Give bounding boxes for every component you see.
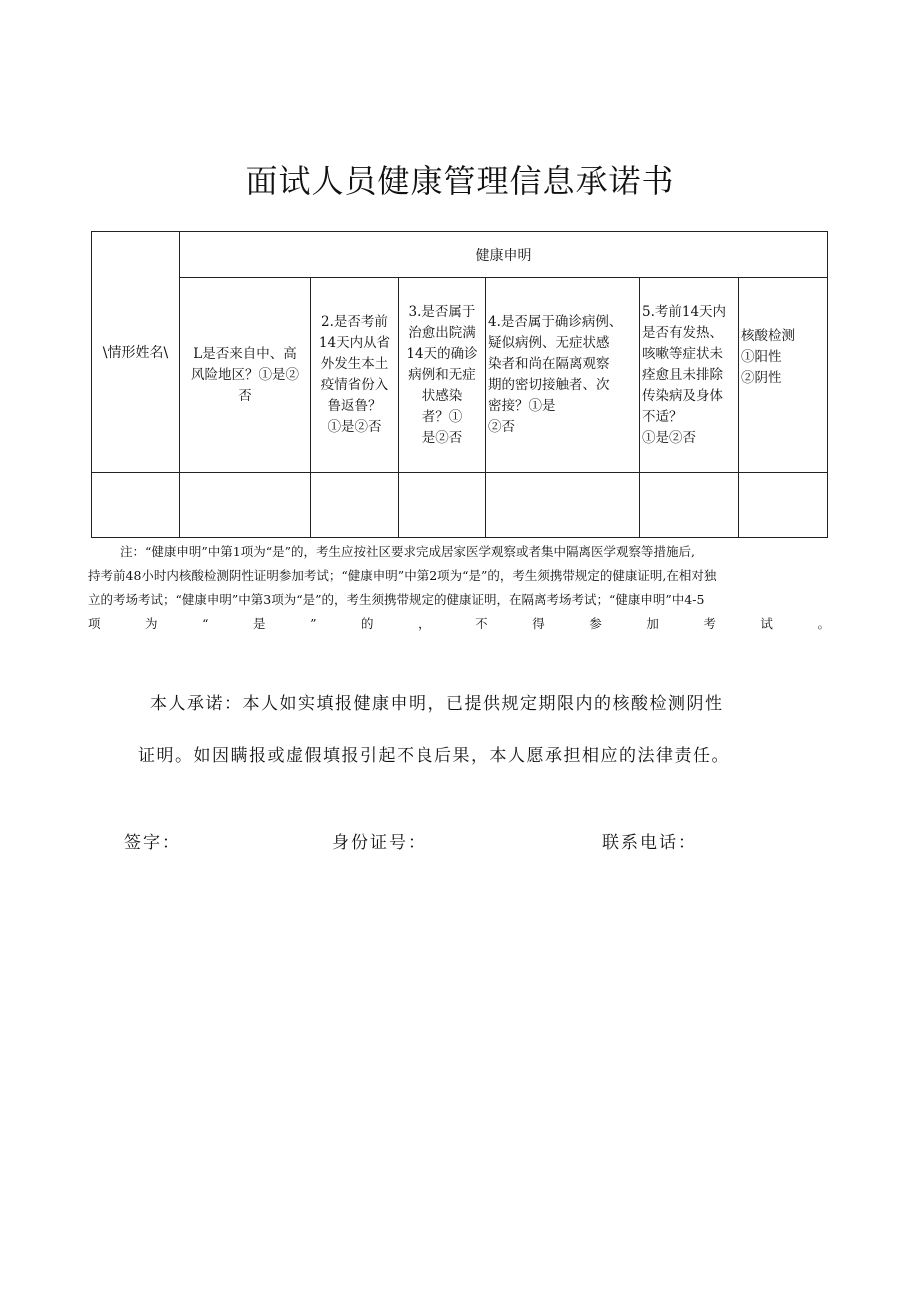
question-1-line-2: 风险地区？①是② — [191, 366, 299, 383]
note-line-1: 注：“健康申明”中第1项为“是”的，考生应按社区要求完成居家医学观察或者集中隔离医学观察等措施后, — [120, 544, 695, 559]
declaration-header-cell — [180, 232, 828, 278]
question-1-line-1: L是否来自中、高 — [193, 345, 297, 362]
question-3-line-6: 者？① — [421, 408, 463, 425]
corner-header-cell — [92, 232, 180, 473]
question-2-line-3: 外发生本土 — [320, 356, 389, 372]
answer-cell-1[interactable] — [180, 473, 311, 538]
phone-label: 联系电话： — [602, 833, 697, 853]
question-4-line-1: 4.是否属于确诊病例、 — [488, 314, 623, 330]
question-5-line-4: 痊愈且未排除 — [642, 366, 723, 383]
question-5-line-6: 不适？ — [642, 408, 683, 425]
answer-cell-5[interactable] — [640, 473, 739, 538]
question-6-text — [739, 326, 827, 389]
question-2-text — [311, 312, 398, 438]
pledge-paragraph — [138, 678, 798, 782]
declaration-header: 健康申明 — [475, 247, 532, 264]
question-2-line-5: 鲁返鲁？ — [327, 398, 382, 414]
question-cell-6 — [739, 278, 828, 473]
note-line-4: 项为“是”的，不得参加考试。 — [88, 616, 830, 631]
question-2-line-2: 14天内从省 — [318, 335, 391, 351]
page-title: 面试人员健康管理信息承诺书 — [245, 162, 675, 200]
question-5-line-7: ①是②否 — [642, 429, 696, 446]
question-cell-1 — [180, 278, 311, 473]
question-4-text — [486, 312, 639, 438]
question-4-line-5: 密接？①是 — [488, 398, 556, 414]
question-2-line-1: 2.是否考前 — [321, 314, 388, 330]
question-3-line-4: 病例和无症 — [408, 366, 476, 383]
signature-label: 签字： — [124, 833, 181, 853]
id-number-label: 身份证号： — [332, 833, 427, 853]
answer-cell-name[interactable] — [92, 473, 180, 538]
question-4-line-3: 染者和尚在隔离观察 — [488, 356, 610, 372]
question-2-line-6: ①是②否 — [327, 419, 382, 435]
health-declaration-table — [91, 231, 828, 538]
question-4-line-4: 期的密切接触者、次 — [488, 377, 610, 393]
answer-cell-4[interactable] — [486, 473, 640, 538]
question-3-line-1: 3.是否属于 — [408, 303, 476, 320]
question-5-line-3: 咳嗽等症状未 — [642, 345, 723, 362]
question-5-line-1: 5.考前14天内 — [642, 303, 727, 320]
question-1-line-3: 否 — [238, 387, 252, 404]
answer-row — [92, 473, 828, 538]
note-line-3: 立的考场考试；“健康申明”中第3项为“是”的，考生须携带规定的健康证明，在隔离考场考试；“健康申明”中4-5 — [88, 592, 705, 607]
note-line-2: 持考前48小时内核酸检测阴性证明参加考试；“健康申明”中第2项为“是”的，考生须携带规定的健康证明,在相对独 — [88, 568, 717, 583]
question-5-text — [640, 302, 738, 449]
question-6-line-1: 核酸检测 — [741, 327, 795, 344]
pledge-line-2: 证明。如因瞒报或虚假填报引起不良后果，本人愿承担相应的法律责任。 — [138, 746, 730, 766]
question-4-line-2: 疑似病例、无症状感 — [488, 335, 610, 351]
question-3-line-2: 治愈出院满 — [408, 324, 476, 341]
question-cell-5 — [640, 278, 739, 473]
question-4-line-6: ②否 — [488, 419, 515, 435]
question-2-line-4: 疫情省份入 — [320, 377, 389, 393]
question-1-text — [180, 344, 310, 407]
question-3-line-7: 是②否 — [421, 429, 463, 446]
question-3-line-3: 14天的确诊 — [406, 345, 478, 362]
question-6-line-3: ②阴性 — [741, 369, 782, 386]
question-3-text — [399, 302, 485, 449]
note-paragraph — [88, 540, 830, 636]
question-cell-4 — [486, 278, 640, 473]
question-5-line-5: 传染病及身体 — [642, 387, 723, 404]
answer-cell-2[interactable] — [311, 473, 399, 538]
question-cell-3 — [399, 278, 486, 473]
question-5-line-2: 是否有发热、 — [642, 324, 723, 341]
answer-cell-6[interactable] — [739, 473, 828, 538]
question-cell-2 — [311, 278, 399, 473]
answer-cell-3[interactable] — [399, 473, 486, 538]
question-6-line-2: ①阳性 — [741, 348, 782, 365]
pledge-line-1: 本人承诺：本人如实填报健康申明，已提供规定期限内的核酸检测阴性 — [150, 694, 724, 714]
corner-label: \情形姓名\ — [102, 345, 169, 361]
question-3-line-5: 状感染 — [421, 387, 463, 404]
